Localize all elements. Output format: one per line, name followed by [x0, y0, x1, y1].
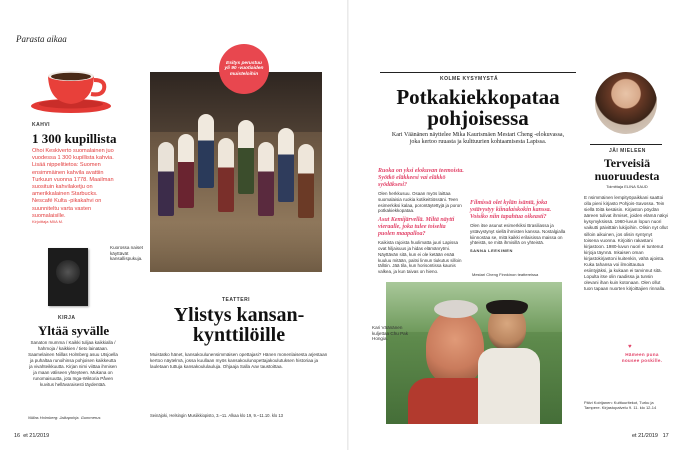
kahvi-text: Ohoi Keskiverto suomalainen juo vuodessa 1 300 kupillista kahvia. Lisää nippelitietoa: Suomen ensimmäinen kahvila avattiin Turkuun vuonna 1778. Maailman suosituin kahvilaketju on amerikkalainen Starbucks. Nescafé Kulta -pikakahvi on suunniteltu varta vasten suomalaisille. [32, 148, 114, 219]
kahvi-label: KAHVI [32, 122, 51, 128]
teatteri-credit: Seinäjoki, Helsingin Musiikkiopisto, 3.–11. Alkaa klo 19, 9.–11.10. klo 13 [150, 413, 283, 418]
film-still-caption: Kari Väänänen kuljettaa Chu Pak Hongia. [372, 325, 409, 342]
film-credit: SANNA LEEKIMEN [470, 248, 513, 254]
film-still-photo [386, 282, 562, 424]
film-question-3: Filmissä olet kylän isäntä, joka ystävystyy kiinalaiskokin kanssa. Voisiko niin tapahtua oikeasti? [470, 200, 552, 220]
choir-photo-caption: Kuorossa naiset käyttävät kansallispukuja. [110, 245, 143, 262]
column-byline: Toimittaja ELINA SAUD [606, 184, 648, 189]
column-credit: Päivi Koirijanen: Kulttuuritekot, Turku ja Tampere. Kirjastopalvelu 9. 11. klo 12-14 [584, 400, 657, 410]
section-title: Parasta aikaa [16, 34, 67, 44]
teatteri-text: Muistatko hänet, kansakoulunensimmäisen opettajasi? Hänen monenlaisesta arjestaan kertoo näytelmä, jossa kuullaan myös kansakoulunopettajakoulutuksen historiaa ja lauletaan tuttuja kansakoululauluja. Ohjaaja Salla Aav taustoittaa. [150, 352, 328, 369]
choir-photo [150, 72, 322, 272]
kahvi-title: 1 300 kupillista [32, 131, 117, 146]
red-badge: Esitys perustuu yli 90 -vuotiaiden muisteloihin [219, 44, 269, 94]
kirja-credit: Niillas Holmberg: Jalkapohja. Gummerus [28, 415, 101, 420]
column-title: Terveisiä nuoruudesta [594, 156, 660, 183]
film-label: KOLME KYSYMYSTÄ [440, 76, 499, 82]
film-title: Potkakiekkopataa pohjoisessa [396, 85, 560, 130]
column-label: JÄI MIELEEN [609, 148, 646, 154]
film-distribution: Mestari Cheng Finnkinon teattereissa [472, 272, 539, 277]
teatteri-title: Ylistys kansan-kynttilöille [173, 304, 305, 346]
film-question-1: Ruoka on yksi elokuvan teemoista. Syötkö eläkkeesi vai eläkkö syödäksesi? [378, 168, 464, 188]
kirja-text: Sanaton mumma / Kaikki tulijaa kaikkialla / hahmoja / kaikkien / tieto lainataan. Saamelainen Niillas Holmberg asuu Utsjoella ja puhaltaa runoihinsa pohjoisen kaikkeutta ja vivahteikkuutta. Kirjan nimi viittaa ihmisen ja maan väliseen yhteyteen. Mukana on runomaisuutta, jota Inga-Wiktoria Påven kuvitus hellävaraisesti täydentää. [28, 340, 118, 387]
film-answer-1: Olen herkkusuu. Osaan myös laittaa suomalaisia ruokia kotikeittiössäni. Teen esimerkiksi kalaa, porontäytettyjä ja poron potkakiekkopataa. [378, 191, 462, 214]
left-page-number: 16 et 21/2019 [14, 433, 50, 439]
film-answer-3: Olen itse asunut esimerkiksi Brasiliassa ja ystävystynyt siellä ihmisten kanssa. Nostalgialla kiinnostaa se, mitä kaikki erilaisissa maissa on yhteistä, se mitä ihmisillä on yhteistä. [470, 223, 566, 246]
column-text: E nsimmäinen lempityöpaikkani saattoi olla pieni kirjasto Pohjois-Savossa. Tein siellä töitä kesäisin. Kirjaston pöydän ääreen tulivat ihmiset, joiden elämä näkyi kysymyksissä. 1960-luvun lopun nuori vaikutti päivittäin lukijoihin. Olisin nyt ollut silloin aikuinen, jos olisin syntynyt toisena vuonna. Kirjoitin rakastani kirjastoon. 1980-luvun nuori ei tuntenut kirjoja täynnä. Inkaisen oman kirjastokirjastoni kuitenkin, vähä ajoista. Kuka tahansa voi ilmoittautua esiintyjäksi, ja kukaan ei tarvinnut sitä. Lopulta itse olin raadissa ja tunsin olevani ihan kuin kotonaan. Olen ollut tuon tapaan nuorten kirjoittajien rinnalla. [584, 195, 668, 292]
columnist-portrait [595, 72, 657, 134]
film-deck: Kari Väänänen näyttelee Mika Kaurismäen Mestari Cheng -elokuvassa, joka kertoo ruuasta ja kulttuurien kohtaamisesta Lapissa. [391, 132, 565, 146]
heart-icon: ♥ [628, 344, 632, 350]
coffee-cup-image [28, 62, 114, 114]
column-highlight: Hämeen puna nousee poskille. [621, 352, 663, 363]
kahvi-credit: Kirjoittaja MIIA M. [32, 219, 64, 224]
film-col-1 [378, 168, 464, 275]
teatteri-label: TEATTERI [222, 297, 251, 303]
book-cover-image [48, 248, 88, 306]
film-top-rule [380, 72, 576, 73]
kirja-label: KIRJA [58, 315, 76, 321]
page-gutter [347, 0, 349, 450]
book-cover-art [56, 260, 80, 284]
column-top-rule [590, 144, 662, 145]
film-col-2 [470, 168, 566, 253]
right-page-number: et 21/2019 17 [632, 433, 669, 439]
film-answer-2: Kaikista rajoista huolimatta juuri Lapissa ovat hiljaisuus ja hidas elämänrytmi. Näyttävän sitä, kun ei ole ketään enää kuuluu mitään, paitsi linnun tiukutus silloin tällöin. Jää tila, kun horisontissa kaunis valkea, ja kun taivas on hieno. [378, 240, 462, 275]
film-question-2: Asut Kemijärvellä. Miltä näytti vieraalle, joka tulee toiselta puolen maapalloa? [378, 217, 455, 238]
kirja-title: Yltää syvälle [38, 323, 110, 338]
